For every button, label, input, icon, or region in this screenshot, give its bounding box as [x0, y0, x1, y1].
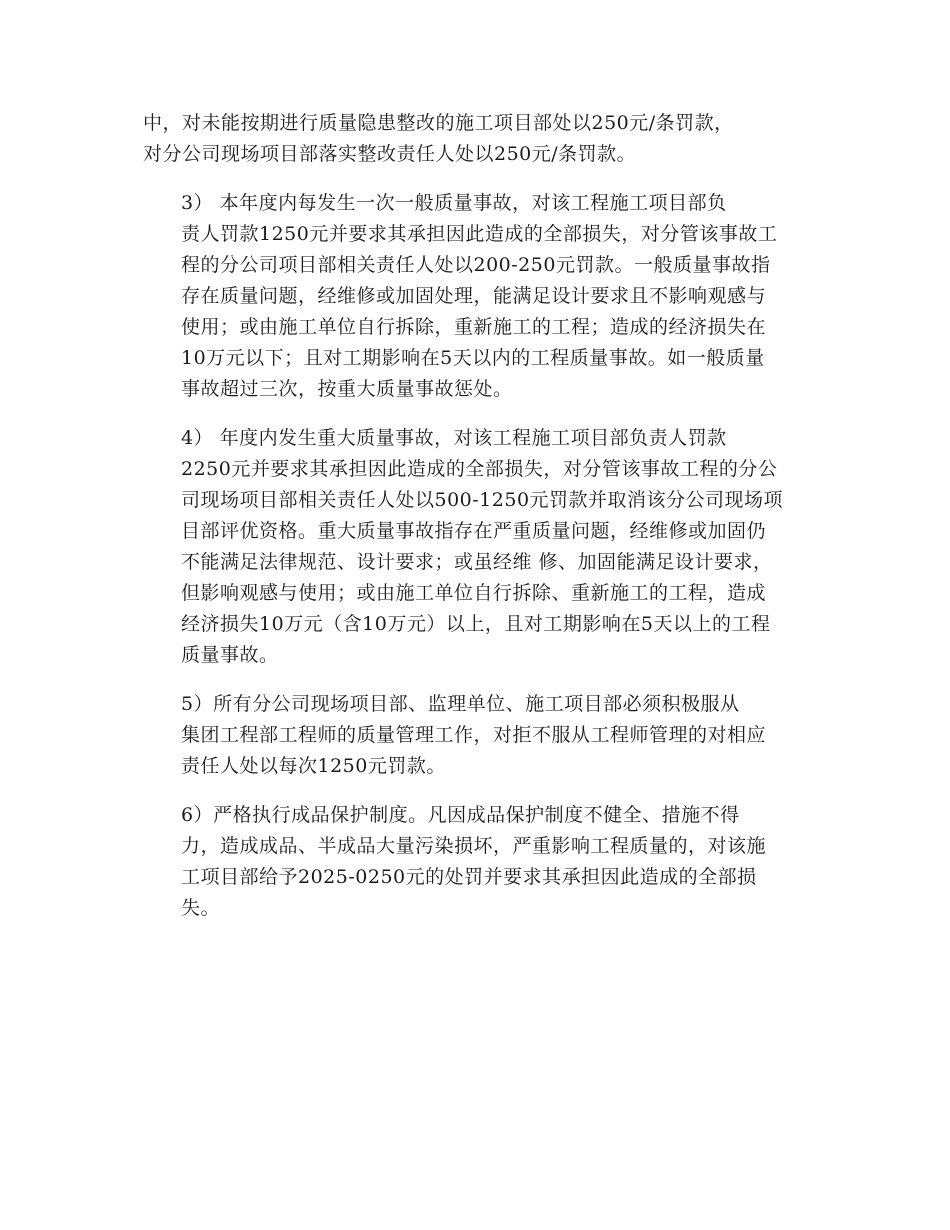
- text-line: 司现场项目部相关责任人处以500-1250元罚款并取消该分公司现场项: [181, 489, 784, 511]
- text-line: 存在质量问题，经维修或加固处理，能满足设计要求且不影响观感与: [181, 285, 767, 307]
- text-line: 使用；或由施工单位自行拆除，重新施工的工程；造成的经济损失在: [181, 316, 767, 338]
- paragraph-item-4: [143, 423, 811, 671]
- paragraph-continuation: [143, 108, 811, 170]
- text-line: 3） 本年度内每发生一次一般质量事故，对该工程施工项目部负: [181, 192, 727, 214]
- text-line: 经济损失10万元（含10万元）以上，且对工期影响在5天以上的工程: [181, 613, 771, 635]
- text-line: 不能满足法律规范、设计要求；或虽经维 修、加固能满足设计要求，: [181, 551, 773, 573]
- text-line: 事故超过三次，按重大质量事故惩处。: [181, 378, 513, 400]
- text-line: 2250元并要求其承担因此造成的全部损失，对分管该事故工程的分公: [181, 458, 778, 480]
- text-line: 对分公司现场项目部落实整改责任人处以250元/条罚款。: [143, 143, 637, 165]
- text-line: 目部评优资格。重大质量事故指存在严重质量问题，经维修或加固仍: [181, 520, 767, 542]
- text-line: 力，造成成品、半成品大量污染损坏，严重影响工程质量的，对该施: [181, 835, 767, 857]
- text-line: 责任人处以每次1250元罚款。: [181, 755, 446, 777]
- document-body: [143, 108, 811, 942]
- text-line: 程的分公司项目部相关责任人处以200-250元罚款。一般质量事故指: [181, 254, 771, 276]
- text-line: 5）所有分公司现场项目部、监理单位、施工项目部必须积极服从: [181, 693, 740, 715]
- text-line: 10万元以下；且对工期影响在5天以内的工程质量事故。如一般质量: [181, 347, 765, 369]
- paragraph-item-3: [143, 188, 811, 405]
- text-line: 工项目部给予2025-0250元的处罚并要求其承担因此造成的全部损: [181, 866, 757, 888]
- text-line: 4） 年度内发生重大质量事故，对该工程施工项目部负责人罚款: [181, 427, 727, 449]
- text-line: 失。: [181, 897, 221, 919]
- text-line: 集团工程部工程师的质量管理工作，对拒不服从工程师管理的对相应: [181, 724, 767, 746]
- paragraph-item-5: [143, 689, 811, 782]
- paragraph-item-6: [143, 800, 811, 924]
- text-line: 但影响观感与使用；或由施工单位自行拆除、重新施工的工程，造成: [181, 582, 767, 604]
- text-line: 责人罚款1250元并要求其承担因此造成的全部损失，对分管该事故工: [181, 223, 778, 245]
- text-line: 6）严格执行成品保护制度。凡因成品保护制度不健全、措施不得: [181, 804, 740, 826]
- text-line: 中，对未能按期进行质量隐患整改的施工项目部处以250元/条罚款，: [143, 112, 734, 134]
- text-line: 质量事故。: [181, 644, 279, 666]
